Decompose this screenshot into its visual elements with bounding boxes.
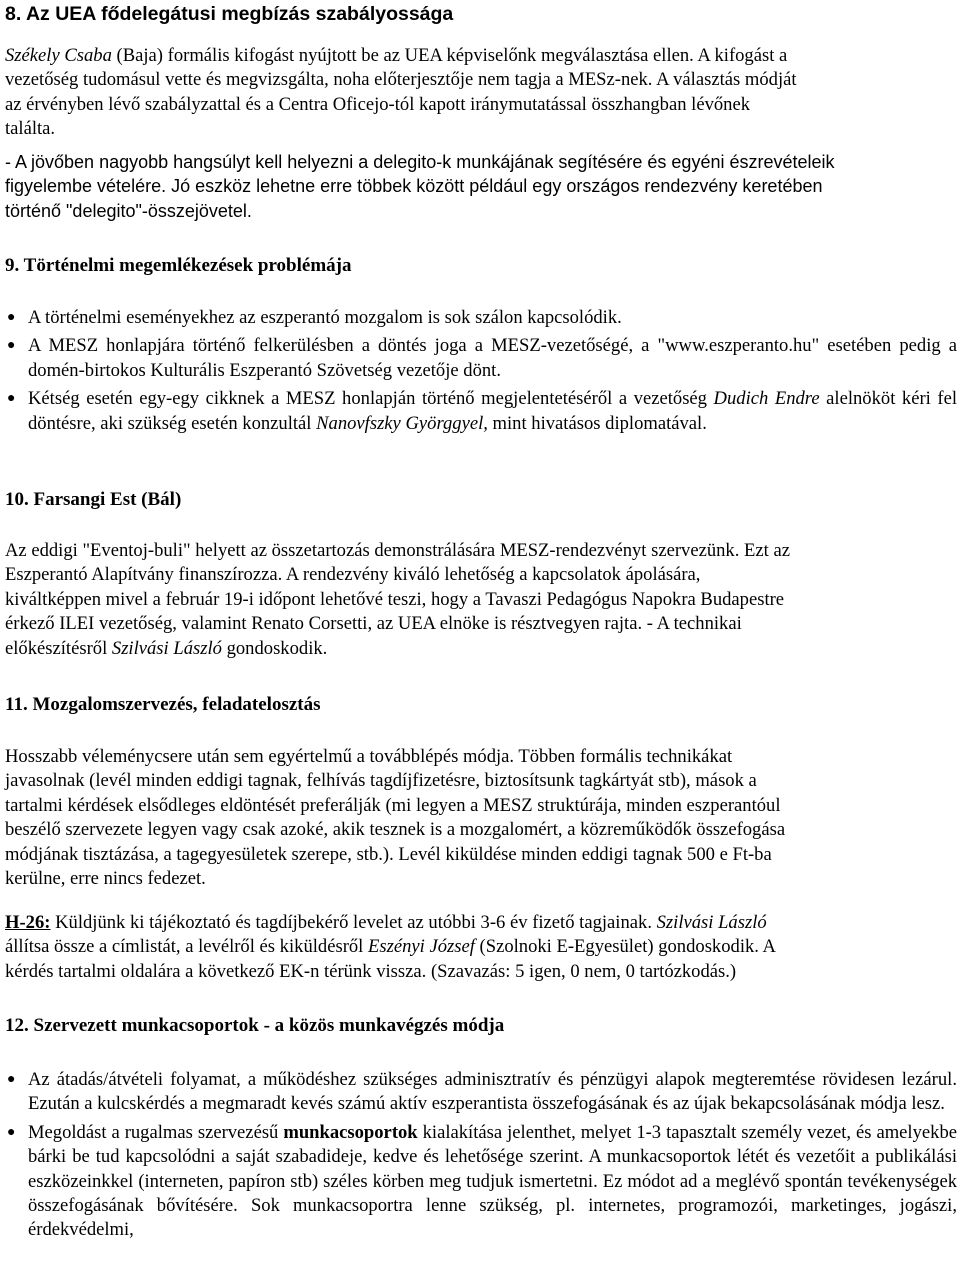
person-name: Szilvási László [111,637,222,659]
section-8-paragraph-1: Székely Csaba (Baja) formális kifogást nyújtott be az UEA képviselőnk megválasztása ellen. A kifogást a vezetőség tudomásul vette és megvizsgálta, noha előterjesztője nem tagja a MESz-nek. A választás módját az érvényben lévő szabályzattal és a Centra Oficejo-tól kapott iránymutatással összhangban lévőnek találta. [5,45,797,140]
bullet-icon: ● [7,1124,16,1140]
section-8-paragraph-2: - A jövőben nagyobb hangsúlyt kell helyezni a delegito-k munkájának segítésére és egyéni észrevételeik figyelembe vételére. Jó eszköz lehetne erre többek között például egy országos rendezvény keretében történő "delegito"-összejövetel. [5,152,835,221]
person-name: Eszényi József [368,936,475,958]
list-item: ● A MESZ honlapjára történő felkerülésben a döntés joga a MESZ-vezetőségé, a "www.eszperanto.hu" esetében pedig a domén-birtokos Kulturális Eszperantó Szövetség vezetője dönt. [7,335,957,381]
section-12-list [0,1068,957,1247]
list-item: ● Megoldást a rugalmas szervezésű munkacsoportok kialakítása jelenthet, melyet 1-3 tapasztalt személy vezet, és amelyekbe bárki be tud kapcsolódni a saját szabadideje, kedve és lehetősége szerint. A munkacsoportok létét és vezetőit a publikálási eszközeinkkel (interneten, papíron stb) széles körben meg tudjuk ismertetni. Ez módot ad a meglévő spontán tevékenységek összefogásának bővítésére. Sok munkacsoportra lenne szükség, pl. internetes, programozói, marketinges, jogászi, érdekvédelmi, [7,1121,957,1241]
bullet-icon: ● [7,1072,16,1087]
bullet-icon: ● [7,338,16,354]
list-item: ● A történelmi eseményekhez az eszperantó mozgalom is sok szálon kapcsolódik. [0,306,957,330]
section-12-heading: 12. Szervezett munkacsoportok - a közös munkavégzés módja [5,1015,505,1036]
list-item: ● Az átadás/átvételi folyamat, a működéshez szükséges adminisztratív és pénzügyi alapok megteremtése rövidesen lezárul. Ezután a kulcskérdés a megmaradt kevés számú aktív eszperantista összefogásának és az újak bekapcsolásának módja lesz. [7,1069,957,1115]
section-11-heading: 11. Mozgalomszervezés, feladatelosztás [5,694,321,715]
section-10-heading: 10. Farsangi Est (Bál) [5,489,182,510]
section-9-list [0,306,957,440]
list-item: ● Kétség esetén egy-egy cikknek a MESZ honlapján történő megjelentetéséről a vezetőség Dudich Endre alelnököt kéri fel döntésre, aki szükség esetén konzultál Nanovfszky Györggyel, mint hivatásos diplomatával. [7,388,958,434]
bullet-icon: ● [7,391,16,407]
section-9-heading: 9. Történelmi megemlékezések problémája [5,255,352,276]
bullet-icon: ● [7,310,16,325]
person-name: Székely Csaba [5,45,112,66]
person-name: Nanovfszky Györggyel, [316,412,488,434]
section-11-paragraph-1: Hosszabb véleménycsere után sem egyértelmű a továbblépés módja. Többen formális technikákat javasolnak (levél minden eddigi tagnak, felhívás tagdíjfizetésre, biztosítsunk tagkártyát stb), mások a tartalmi kérdések elsődleges eldöntését preferálják (mi legyen a MESZ struktúrája, minden eszperantóul beszélő szervezete legyen vagy csak azoké, akik tesznek is a mozgalomért, a közreműködők összefogása módjának tisztázása, a tagegyesületek szerepe, stb.). Levél kiküldése minden eddigi tagnak 500 e Ft-ba kerülne, erre nincs fedezet. [5,746,786,890]
person-name: Dudich Endre [713,388,820,410]
decision-code: H-26: [5,912,51,933]
section-11-paragraph-2: H-26: Küldjünk ki tájékoztató és tagdíjbekérő levelet az utóbbi 3-6 év fizető tagjainak. Szilvási László állítsa össze a címlistát, a levélről és kiküldésről Eszényi József (Szolnoki E-Egyesület) gondoskodik. A kérdés tartalmi oldalára a következő EK-n térünk vissza. (Szavazás: 5 igen, 0 nem, 0 tartózkodás.) [5,912,776,982]
person-name: Szilvási László [656,912,767,933]
section-8-heading: 8. Az UEA fődelegátusi megbízás szabályossága [5,3,454,25]
section-10-paragraph: Az eddigi "Eventoj-buli" helyett az összetartozás demonstrálására MESZ-rendezvényt szervezünk. Ezt az Eszperantó Alapítvány finanszírozza. A rendezvény kiváló lehetőség a kapcsolatok ápolására, kiváltképpen mivel a február 19-i időpont lehetővé teszi, hogy a Tavaszi Pedagógus Napokra Budapestre érkező ILEI vezetőség, valamint Renato Corsetti, az UEA elnöke is résztvegyen rajta. - A technikai előkészítésről Szilvási László gondoskodik. [5,540,790,659]
